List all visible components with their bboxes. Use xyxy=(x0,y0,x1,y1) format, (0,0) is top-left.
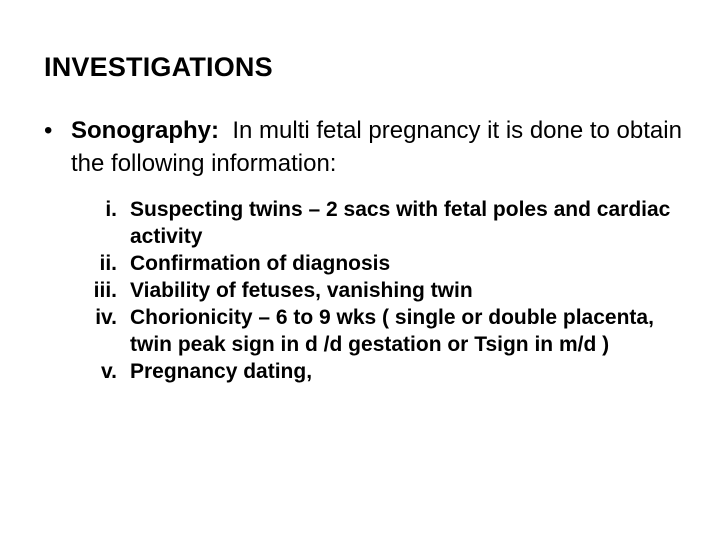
numbered-list xyxy=(74,196,674,385)
list-item xyxy=(74,196,674,250)
list-item xyxy=(74,358,674,385)
slide-title: INVESTIGATIONS xyxy=(44,52,273,82)
list-item xyxy=(74,304,674,358)
list-item-text: Pregnancy dating, xyxy=(130,360,313,383)
list-item-text: Suspecting twins – 2 sacs with fetal poles and cardiac activity xyxy=(130,198,671,248)
bullet-description: In multi fetal pregnancy it is done to obtain the following information: xyxy=(71,117,682,177)
bullet-marker: • xyxy=(44,117,53,144)
list-item-number: ii. xyxy=(99,252,117,275)
list-item-number: i. xyxy=(105,198,117,221)
list-item-text: Chorionicity – 6 to 9 wks ( single or double placenta, twin peak sign in d /d gestation or Tsign in m/d ) xyxy=(130,306,654,356)
bullet-row xyxy=(44,114,684,180)
list-item xyxy=(74,250,674,277)
list-item-text: Viability of fetuses, vanishing twin xyxy=(130,279,473,302)
bullet-point xyxy=(44,114,684,180)
list-item-number: iv. xyxy=(95,306,117,329)
list-item-text: Confirmation of diagnosis xyxy=(130,252,391,275)
bullet-text xyxy=(71,114,684,180)
list-item-number: v. xyxy=(101,360,117,383)
list-item-number: iii. xyxy=(93,279,117,302)
list-item xyxy=(74,277,674,304)
bullet-term: Sonography: xyxy=(71,117,219,144)
